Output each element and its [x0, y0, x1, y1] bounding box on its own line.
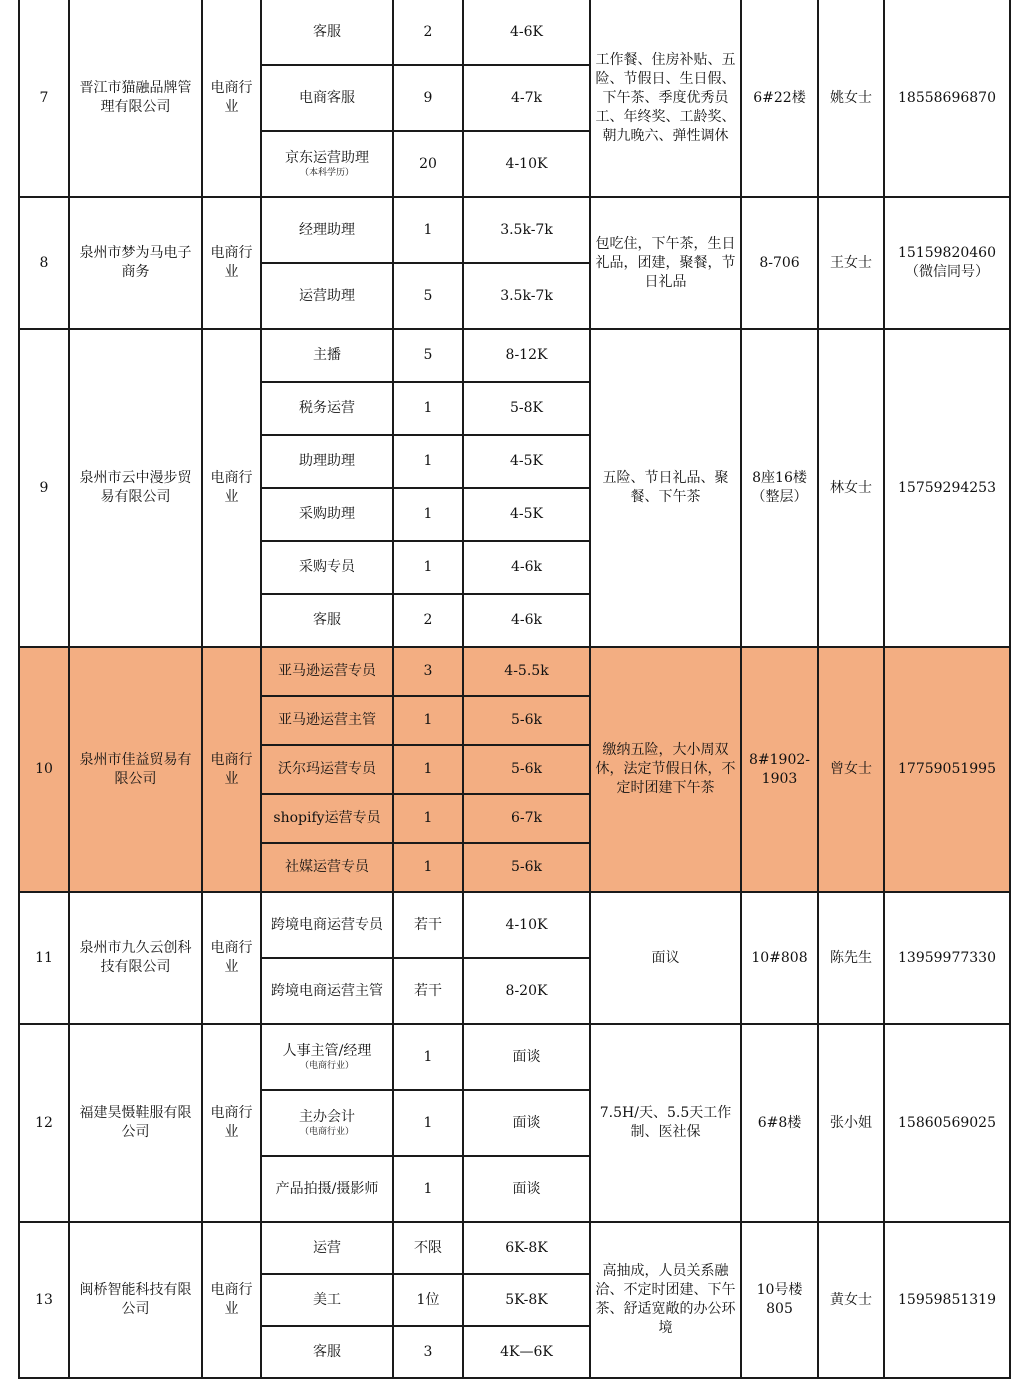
job-salary	[463, 131, 590, 197]
company-industry-text: 电商行业	[210, 245, 253, 280]
company-industry	[202, 647, 261, 892]
company-industry	[202, 0, 261, 197]
company-address	[741, 197, 818, 329]
job-count-text: 2	[423, 23, 433, 40]
contact-person	[818, 197, 884, 329]
company-benefits-text: 五险、节日礼品、聚餐、下午茶	[602, 470, 729, 505]
job-count	[393, 1024, 463, 1090]
job-salary	[463, 382, 590, 435]
job-title	[261, 594, 393, 647]
job-title	[261, 435, 393, 488]
job-salary	[463, 1326, 590, 1378]
table-row	[19, 892, 1010, 958]
company-benefits	[590, 329, 741, 647]
job-count-text: 2	[423, 612, 433, 628]
job-salary-text: 4-7k	[510, 89, 543, 106]
company-industry	[202, 329, 261, 647]
job-title-text: 客服	[313, 612, 341, 628]
company-name-text: 福建昊慑鞋服有限公司	[79, 1105, 192, 1140]
job-title-text: 主办会计	[299, 1109, 355, 1125]
job-title-text: 京东运营助理	[285, 150, 369, 166]
job-count	[393, 1274, 463, 1326]
job-count	[393, 745, 463, 794]
job-count	[393, 541, 463, 594]
job-title-text: 经理助理	[299, 221, 355, 238]
company-address-text: 6#8楼	[757, 1114, 802, 1131]
job-salary	[463, 1090, 590, 1156]
company-number-text: 11	[35, 949, 53, 966]
contact-phone	[884, 329, 1010, 647]
company-industry	[202, 892, 261, 1024]
job-count	[393, 696, 463, 745]
job-salary	[463, 1274, 590, 1326]
job-salary-text: 6K-8K	[505, 1239, 548, 1256]
contact-phone-text: 15759294253	[898, 479, 996, 496]
job-salary	[463, 958, 590, 1024]
job-count-text: 3	[423, 663, 433, 679]
job-count	[393, 0, 463, 65]
job-title	[261, 1326, 393, 1378]
job-count-text: 20	[419, 155, 437, 172]
job-title	[261, 1156, 393, 1222]
company-address-text: 8座16楼（整层）	[751, 470, 808, 505]
job-title-text: 运营助理	[299, 287, 355, 304]
job-salary-text: 面谈	[512, 1180, 541, 1197]
contact-phone-text: 17759051995	[898, 761, 996, 777]
job-count-text: 9	[423, 89, 433, 106]
job-count-text: 1	[423, 1180, 433, 1197]
contact-person-text: 曾女士	[830, 761, 872, 777]
company-number-text: 13	[35, 1291, 53, 1308]
company-number	[19, 647, 69, 892]
job-count-text: 1	[423, 761, 433, 777]
company-number-text: 8	[39, 254, 49, 271]
job-salary-text: 5-6k	[510, 712, 543, 728]
job-title	[261, 647, 393, 696]
job-salary	[463, 435, 590, 488]
table-body	[19, 0, 1010, 1378]
job-title-text: 亚马逊运营专员	[278, 663, 376, 679]
job-count	[393, 382, 463, 435]
contact-person-text: 陈先生	[830, 949, 872, 966]
job-salary	[463, 794, 590, 843]
job-count	[393, 1156, 463, 1222]
job-count-text: 1	[423, 506, 433, 522]
company-benefits-text: 包吃住，下午茶，生日礼品，团建，聚餐，节日礼品	[595, 235, 736, 290]
job-note: （电商行业）	[299, 1061, 354, 1071]
job-salary	[463, 594, 590, 647]
company-number-text: 9	[39, 479, 49, 496]
job-salary-text: 4-6K	[509, 23, 543, 40]
job-title	[261, 1222, 393, 1274]
company-industry-text: 电商行业	[210, 940, 253, 975]
job-title-text: 产品拍摄/摄影师	[275, 1180, 379, 1197]
job-title	[261, 65, 393, 131]
job-salary-text: 面谈	[512, 1114, 541, 1131]
job-count	[393, 131, 463, 197]
company-benefits-text: 缴纳五险，大小周双休，法定节假日休，不定时团建下午茶	[595, 742, 736, 796]
job-title	[261, 745, 393, 794]
company-benefits-text: 7.5H/天、5.5天工作制、医社保	[599, 1105, 732, 1140]
company-benefits-text: 面议	[651, 949, 680, 966]
job-salary	[463, 65, 590, 131]
job-title	[261, 1024, 393, 1090]
job-title	[261, 843, 393, 892]
contact-phone	[884, 1222, 1010, 1378]
job-count	[393, 435, 463, 488]
job-count	[393, 892, 463, 958]
company-number	[19, 1024, 69, 1222]
job-title-text: 跨境电商运营主管	[271, 982, 383, 999]
table-row	[19, 1024, 1010, 1090]
job-title-text: 税务运营	[299, 400, 355, 416]
job-count	[393, 958, 463, 1024]
company-address-text: 8#1902-1903	[749, 751, 810, 787]
job-title-text: 主播	[313, 347, 341, 363]
job-title-text: 跨境电商运营专员	[271, 916, 383, 933]
job-title	[261, 1090, 393, 1156]
job-count-text: 1	[423, 1048, 433, 1065]
job-salary-text: 5-6k	[510, 761, 543, 777]
company-number-text: 7	[39, 89, 49, 106]
job-count	[393, 1090, 463, 1156]
company-name	[69, 647, 202, 892]
company-address	[741, 1024, 818, 1222]
contact-person-text: 黄女士	[830, 1291, 872, 1308]
company-number	[19, 1222, 69, 1378]
contact-person-text: 张小姐	[830, 1114, 872, 1131]
job-count	[393, 794, 463, 843]
job-title-text: 助理助理	[299, 453, 355, 469]
company-number-text: 10	[35, 761, 53, 777]
job-salary-text: 8-20K	[505, 982, 548, 999]
job-title-text: 运营	[313, 1239, 341, 1256]
job-count	[393, 647, 463, 696]
job-count-text: 5	[423, 347, 433, 363]
contact-person	[818, 1222, 884, 1378]
job-salary-text: 4K—6K	[500, 1343, 553, 1360]
job-salary-text: 5-8K	[509, 400, 543, 416]
contact-phone	[884, 647, 1010, 892]
job-count-text: 1	[423, 1114, 433, 1131]
job-title-text: 美工	[313, 1291, 341, 1308]
company-industry-text: 电商行业	[210, 1105, 253, 1140]
company-number-text: 12	[35, 1114, 53, 1131]
job-title-text: 客服	[313, 1343, 341, 1360]
job-salary	[463, 329, 590, 382]
job-salary-text: 面谈	[512, 1048, 541, 1065]
contact-person-text: 王女士	[830, 254, 872, 271]
company-name	[69, 0, 202, 197]
job-count-text: 5	[423, 287, 433, 304]
job-title-text: 客服	[313, 23, 341, 40]
job-salary-text: 4-6k	[510, 559, 543, 575]
table-row	[19, 329, 1010, 382]
company-benefits-text: 工作餐、住房补贴、五险、节假日、生日假、下午茶、季度优秀员工、年终奖、工龄奖、朝九晚六、弹性调休	[595, 51, 736, 144]
job-title	[261, 263, 393, 329]
company-industry-text: 电商行业	[210, 1282, 253, 1317]
job-salary	[463, 1156, 590, 1222]
job-salary	[463, 892, 590, 958]
job-salary-text: 4-5K	[509, 506, 543, 522]
contact-person-text: 林女士	[830, 479, 872, 496]
job-title-text: 采购助理	[299, 506, 355, 522]
job-title	[261, 197, 393, 263]
job-title	[261, 794, 393, 843]
contact-person	[818, 0, 884, 197]
job-count-text: 若干	[414, 916, 442, 933]
job-title	[261, 488, 393, 541]
job-title	[261, 382, 393, 435]
company-address-text: 8-706	[759, 254, 800, 271]
job-title-text: shopify运营专员	[273, 810, 381, 826]
job-salary-text: 4-10K	[505, 916, 548, 933]
job-salary	[463, 541, 590, 594]
contact-person	[818, 892, 884, 1024]
job-count	[393, 594, 463, 647]
job-title-text: 亚马逊运营主管	[278, 712, 376, 728]
company-number	[19, 0, 69, 197]
company-industry	[202, 197, 261, 329]
job-salary-text: 4-6k	[510, 612, 543, 628]
contact-person	[818, 1024, 884, 1222]
job-title-text: 人事主管/经理	[282, 1043, 372, 1059]
job-count	[393, 488, 463, 541]
table-row	[19, 197, 1010, 263]
company-benefits	[590, 647, 741, 892]
company-name	[69, 892, 202, 1024]
company-address-text: 6#22楼	[753, 89, 806, 106]
company-name	[69, 1024, 202, 1222]
job-count	[393, 1326, 463, 1378]
contact-phone-text: 15860569025	[898, 1114, 996, 1131]
job-salary	[463, 488, 590, 541]
job-salary-text: 8-12K	[505, 347, 548, 363]
company-number	[19, 329, 69, 647]
company-benefits-text: 高抽成，人员关系融洽、不定时团建、下午茶、舒适宽敞的办公环境	[595, 1263, 736, 1336]
job-count	[393, 1222, 463, 1274]
company-name	[69, 329, 202, 647]
company-name-text: 泉州市佳益贸易有限公司	[79, 751, 192, 787]
contact-phone-text: 15159820460（微信同号）	[898, 245, 996, 280]
job-salary-text: 5K-8K	[505, 1291, 548, 1308]
company-name-text: 晋江市猫融品牌管理有限公司	[79, 80, 192, 115]
contact-person	[818, 647, 884, 892]
job-salary-text: 3.5k-7k	[500, 221, 553, 238]
job-count-text: 1	[423, 559, 433, 575]
job-title	[261, 329, 393, 382]
job-salary	[463, 0, 590, 65]
job-count	[393, 263, 463, 329]
job-title	[261, 696, 393, 745]
company-industry	[202, 1024, 261, 1222]
job-count	[393, 65, 463, 131]
job-title-text: 社媒运营专员	[285, 859, 369, 875]
job-listing-table	[18, 0, 1011, 1379]
contact-phone	[884, 0, 1010, 197]
job-salary-text: 5-6k	[510, 859, 543, 875]
job-salary	[463, 696, 590, 745]
company-name-text: 闽桥智能科技有限公司	[79, 1282, 192, 1317]
table-row	[19, 647, 1010, 696]
company-name-text: 泉州市梦为马电子商务	[79, 245, 192, 280]
company-benefits	[590, 1024, 741, 1222]
job-title	[261, 541, 393, 594]
job-salary	[463, 647, 590, 696]
job-count-text: 1	[423, 221, 433, 238]
job-salary	[463, 1024, 590, 1090]
job-salary-text: 4-5K	[509, 453, 543, 469]
job-salary-text: 3.5k-7k	[500, 287, 553, 304]
company-address	[741, 1222, 818, 1378]
job-title-text: 电商客服	[299, 89, 355, 106]
company-address	[741, 329, 818, 647]
job-title	[261, 892, 393, 958]
job-title	[261, 131, 393, 197]
job-salary-text: 4-5.5k	[504, 663, 549, 679]
company-address-text: 10#808	[751, 949, 808, 966]
company-benefits	[590, 1222, 741, 1378]
job-salary-text: 6-7k	[510, 810, 543, 826]
company-address	[741, 892, 818, 1024]
job-salary	[463, 843, 590, 892]
job-count-text: 若干	[414, 982, 442, 999]
company-industry-text: 电商行业	[210, 751, 253, 787]
job-count-text: 不限	[414, 1239, 442, 1256]
job-count-text: 3	[423, 1343, 433, 1360]
company-industry-text: 电商行业	[210, 470, 253, 505]
job-salary-text: 4-10K	[505, 155, 548, 172]
job-note: （本科学历）	[299, 168, 354, 178]
contact-person-text: 姚女士	[830, 89, 872, 106]
company-number	[19, 197, 69, 329]
contact-phone	[884, 1024, 1010, 1222]
job-count	[393, 843, 463, 892]
company-address-text: 10号楼805	[756, 1282, 803, 1317]
company-number	[19, 892, 69, 1024]
contact-phone	[884, 197, 1010, 329]
job-title	[261, 958, 393, 1024]
job-title	[261, 0, 393, 65]
company-name-text: 泉州市云中漫步贸易有限公司	[79, 470, 192, 505]
job-note: （电商行业）	[299, 1127, 354, 1137]
job-count-text: 1	[423, 859, 433, 875]
job-count-text: 1	[423, 453, 433, 469]
contact-phone-text: 15959851319	[898, 1291, 996, 1308]
company-name	[69, 197, 202, 329]
company-benefits	[590, 197, 741, 329]
job-salary	[463, 263, 590, 329]
job-count-text: 1	[423, 400, 433, 416]
contact-phone-text: 13959977330	[898, 949, 996, 966]
table-row	[19, 1222, 1010, 1274]
job-title	[261, 1274, 393, 1326]
contact-phone	[884, 892, 1010, 1024]
job-salary	[463, 745, 590, 794]
job-title-text: 采购专员	[299, 559, 355, 575]
company-address	[741, 647, 818, 892]
job-title-text: 沃尔玛运营专员	[278, 761, 376, 777]
job-count	[393, 329, 463, 382]
company-address	[741, 0, 818, 197]
job-salary	[463, 197, 590, 263]
job-count	[393, 197, 463, 263]
job-count-text: 1位	[416, 1291, 440, 1308]
company-benefits	[590, 0, 741, 197]
job-salary	[463, 1222, 590, 1274]
job-count-text: 1	[423, 810, 433, 826]
job-count-text: 1	[423, 712, 433, 728]
contact-phone-text: 18558696870	[898, 89, 996, 106]
company-industry	[202, 1222, 261, 1378]
company-industry-text: 电商行业	[210, 80, 253, 115]
company-name	[69, 1222, 202, 1378]
company-name-text: 泉州市九久云创科技有限公司	[79, 940, 192, 975]
table-row	[19, 0, 1010, 65]
contact-person	[818, 329, 884, 647]
company-benefits	[590, 892, 741, 1024]
